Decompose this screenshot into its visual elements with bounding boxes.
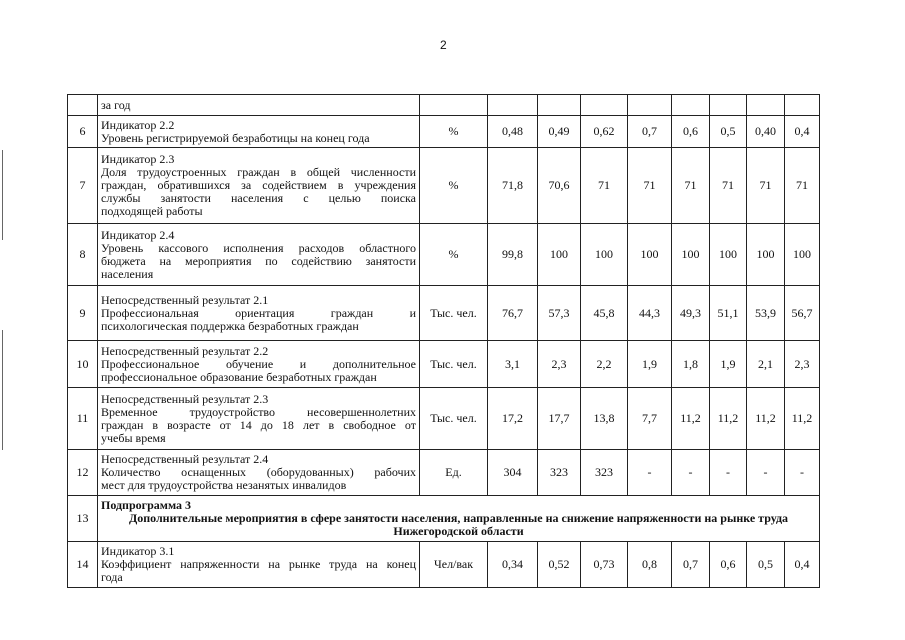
value-cell bbox=[581, 95, 628, 116]
value-cell: 71 bbox=[747, 148, 785, 224]
description-line: службы занятости населения с целью поиска bbox=[101, 191, 416, 205]
value-cell: 2,3 bbox=[538, 341, 581, 388]
value-cell: 0,49 bbox=[538, 116, 581, 148]
value-cell bbox=[672, 95, 710, 116]
value-cell: 0,34 bbox=[488, 542, 538, 588]
value-cell: 0,4 bbox=[785, 116, 820, 148]
value-cell: 17,2 bbox=[488, 388, 538, 450]
value-cell: 45,8 bbox=[581, 286, 628, 341]
value-cell: 0,7 bbox=[628, 116, 672, 148]
table-row bbox=[68, 542, 820, 588]
value-cell: 11,2 bbox=[672, 388, 710, 450]
value-cell: 99,8 bbox=[488, 224, 538, 286]
value-cell: 11,2 bbox=[785, 388, 820, 450]
indicators-table bbox=[67, 94, 820, 588]
description-cell bbox=[98, 148, 420, 224]
value-cell bbox=[747, 95, 785, 116]
table-row bbox=[68, 148, 820, 224]
item-heading: Непосредственный результат 2.1 bbox=[101, 292, 269, 307]
description-cell bbox=[98, 450, 420, 496]
value-cell: 1,9 bbox=[628, 341, 672, 388]
unit-cell: Чел/вак bbox=[420, 542, 488, 588]
value-cell bbox=[488, 95, 538, 116]
subprogram-title: Подпрограмма 3 bbox=[101, 498, 192, 512]
value-cell bbox=[628, 95, 672, 116]
description-line: Доля трудоустроенных граждан в общей численности bbox=[101, 165, 416, 179]
value-cell: 0,40 bbox=[747, 116, 785, 148]
value-cell: 3,1 bbox=[488, 341, 538, 388]
item-heading: Индикатор 2.4 bbox=[101, 227, 175, 242]
value-cell: 2,3 bbox=[785, 341, 820, 388]
value-cell bbox=[538, 95, 581, 116]
value-cell: 71 bbox=[785, 148, 820, 224]
description-line: психологическая поддержка безработных граждан bbox=[101, 318, 359, 333]
description-line: профессиональное образование безработных граждан bbox=[101, 369, 377, 384]
description-line: бюджета на мероприятия по содействию занятости bbox=[101, 253, 416, 268]
value-cell: - bbox=[747, 450, 785, 496]
value-cell: 7,7 bbox=[628, 388, 672, 450]
description-cell bbox=[98, 286, 420, 341]
value-cell: 0,62 bbox=[581, 116, 628, 148]
item-heading: Индикатор 3.1 bbox=[101, 544, 175, 558]
description-line: года bbox=[101, 570, 123, 584]
value-cell: 11,2 bbox=[710, 388, 747, 450]
unit-cell bbox=[420, 95, 488, 116]
unit-cell: Ед. bbox=[420, 450, 488, 496]
value-cell: - bbox=[710, 450, 747, 496]
value-cell: 1,9 bbox=[710, 341, 747, 388]
row-number-cell: 9 bbox=[68, 286, 98, 341]
description-cell bbox=[98, 116, 420, 148]
description-line: граждан, обратившихся за содействием в учреждения bbox=[101, 178, 416, 192]
description-line: учебы время bbox=[101, 430, 166, 445]
description-cell bbox=[98, 388, 420, 450]
value-cell: 71 bbox=[581, 148, 628, 224]
value-cell: 11,2 bbox=[747, 388, 785, 450]
unit-cell: % bbox=[420, 116, 488, 148]
value-cell: 57,3 bbox=[538, 286, 581, 341]
value-cell: 71 bbox=[628, 148, 672, 224]
value-cell: 100 bbox=[672, 224, 710, 286]
value-cell: 0,7 bbox=[672, 542, 710, 588]
table-row bbox=[68, 286, 820, 341]
value-cell: 2,1 bbox=[747, 341, 785, 388]
row-number-cell: 8 bbox=[68, 224, 98, 286]
item-heading: Индикатор 2.2 bbox=[101, 117, 175, 132]
value-cell: 17,7 bbox=[538, 388, 581, 450]
row-number-cell: 14 bbox=[68, 542, 98, 588]
value-cell: - bbox=[785, 450, 820, 496]
description-line: Профессиональное обучение и дополнительное bbox=[101, 356, 416, 371]
unit-cell: Тыс. чел. bbox=[420, 388, 488, 450]
item-heading: Непосредственный результат 2.4 bbox=[101, 452, 269, 466]
table-row bbox=[68, 341, 820, 388]
value-cell: 304 bbox=[488, 450, 538, 496]
page-number: 2 bbox=[440, 38, 447, 52]
unit-cell: Тыс. чел. bbox=[420, 286, 488, 341]
value-cell bbox=[785, 95, 820, 116]
subprogram-row bbox=[68, 496, 820, 542]
value-cell: 0,8 bbox=[628, 542, 672, 588]
value-cell: 0,5 bbox=[710, 116, 747, 148]
value-cell: 70,6 bbox=[538, 148, 581, 224]
table-row bbox=[68, 116, 820, 148]
value-cell: 100 bbox=[628, 224, 672, 286]
value-cell: 323 bbox=[538, 450, 581, 496]
value-cell: 44,3 bbox=[628, 286, 672, 341]
unit-cell: % bbox=[420, 224, 488, 286]
value-cell: 0,52 bbox=[538, 542, 581, 588]
value-cell: - bbox=[672, 450, 710, 496]
subprogram-cell bbox=[98, 496, 820, 542]
value-cell: 51,1 bbox=[710, 286, 747, 341]
row-number-cell: 13 bbox=[68, 496, 98, 542]
value-cell: 100 bbox=[538, 224, 581, 286]
subprogram-description: Нижегородской области bbox=[393, 524, 524, 538]
left-edge-mark bbox=[2, 150, 3, 240]
description-line: Количество оснащенных (оборудованных) рабочих bbox=[101, 465, 416, 479]
value-cell: 71 bbox=[672, 148, 710, 224]
value-cell: 1,8 bbox=[672, 341, 710, 388]
description-line: подходящей работы bbox=[101, 204, 203, 218]
description-line: Уровень кассового исполнения расходов областного bbox=[101, 240, 416, 255]
value-cell: 100 bbox=[785, 224, 820, 286]
value-cell: 0,48 bbox=[488, 116, 538, 148]
description-line: Коэффициент напряженности на рынке труда на конец bbox=[101, 557, 416, 571]
table-row bbox=[68, 388, 820, 450]
row-number-cell: 10 bbox=[68, 341, 98, 388]
description-cell bbox=[98, 341, 420, 388]
description-line: Временное трудоустройство несовершеннолетних bbox=[101, 404, 416, 419]
description-line: мест для трудоустройства незанятых инвалидов bbox=[101, 478, 347, 492]
item-heading: Индикатор 2.3 bbox=[101, 152, 175, 166]
value-cell: 0,73 bbox=[581, 542, 628, 588]
value-cell: 49,3 bbox=[672, 286, 710, 341]
value-cell: 100 bbox=[747, 224, 785, 286]
row-number-cell: 12 bbox=[68, 450, 98, 496]
value-cell: 0,4 bbox=[785, 542, 820, 588]
description-line: населения bbox=[101, 266, 154, 281]
table-row bbox=[68, 450, 820, 496]
value-cell: 71 bbox=[710, 148, 747, 224]
description-line: граждан в возрасте от 14 до 18 лет в свободное от bbox=[101, 417, 416, 432]
value-cell: 100 bbox=[581, 224, 628, 286]
item-heading: Непосредственный результат 2.2 bbox=[101, 343, 269, 358]
value-cell: - bbox=[628, 450, 672, 496]
value-cell: 56,7 bbox=[785, 286, 820, 341]
description-line: за год bbox=[101, 97, 131, 112]
value-cell: 2,2 bbox=[581, 341, 628, 388]
unit-cell: % bbox=[420, 148, 488, 224]
description-line: Уровень регистрируемой безработицы на конец года bbox=[101, 130, 370, 145]
item-heading: Непосредственный результат 2.3 bbox=[101, 391, 269, 406]
value-cell: 13,8 bbox=[581, 388, 628, 450]
value-cell: 100 bbox=[710, 224, 747, 286]
value-cell: 76,7 bbox=[488, 286, 538, 341]
value-cell: 0,6 bbox=[672, 116, 710, 148]
value-cell: 0,5 bbox=[747, 542, 785, 588]
description-line: Профессиональная ориентация граждан и bbox=[101, 305, 416, 320]
table-row bbox=[68, 95, 820, 116]
description-cell bbox=[98, 224, 420, 286]
row-number-cell bbox=[68, 95, 98, 116]
value-cell: 0,6 bbox=[710, 542, 747, 588]
row-number-cell: 7 bbox=[68, 148, 98, 224]
subprogram-description: Дополнительные мероприятия в сфере занятости населения, направленные на снижение напряженности на рынке труда bbox=[128, 511, 789, 525]
value-cell: 323 bbox=[581, 450, 628, 496]
description-cell bbox=[98, 542, 420, 588]
row-number-cell: 6 bbox=[68, 116, 98, 148]
left-edge-mark bbox=[2, 330, 3, 450]
row-number-cell: 11 bbox=[68, 388, 98, 450]
unit-cell: Тыс. чел. bbox=[420, 341, 488, 388]
table-row bbox=[68, 224, 820, 286]
value-cell bbox=[710, 95, 747, 116]
value-cell: 53,9 bbox=[747, 286, 785, 341]
description-cell bbox=[98, 95, 420, 116]
value-cell: 71,8 bbox=[488, 148, 538, 224]
